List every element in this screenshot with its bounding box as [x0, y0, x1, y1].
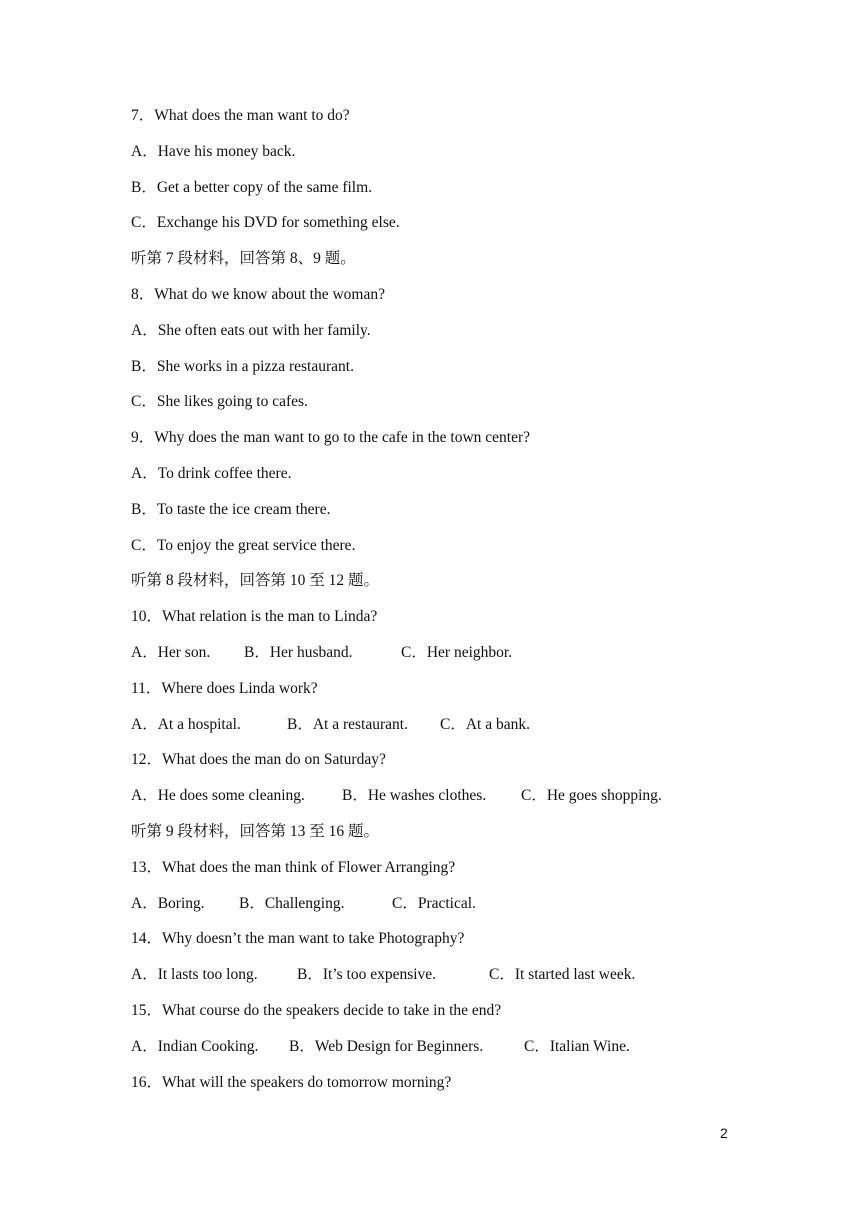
question-11: 11．Where does Linda work? — [131, 679, 318, 697]
q15-option-c: C．Italian Wine. — [524, 1037, 630, 1055]
section-instruction-7: 听第 7 段材料，回答第 8、9 题。 — [131, 250, 356, 268]
q14-option-c: C．It started last week. — [489, 966, 636, 984]
q12-options — [131, 785, 771, 821]
q12-option-a: A．He does some cleaning. — [131, 787, 305, 805]
q9-option-b: B．To taste the ice cream there. — [131, 500, 331, 518]
q8-option-c: C．She likes going to cafes. — [131, 393, 308, 411]
q7-option-c: C．Exchange his DVD for something else. — [131, 214, 400, 232]
q13-options — [131, 893, 771, 929]
page-number: 2 — [720, 1125, 728, 1141]
q10-option-b: B．Her husband. — [244, 643, 353, 661]
q11-option-b: B．At a restaurant. — [287, 715, 408, 733]
question-14: 14．Why doesn’t the man want to take Photography? — [131, 930, 465, 948]
question-10: 10．What relation is the man to Linda? — [131, 608, 378, 626]
q8-option-b: B．She works in a pizza restaurant. — [131, 357, 354, 375]
q13-option-a: A．Boring. — [131, 894, 205, 912]
q10-option-a: A．Her son. — [131, 643, 211, 661]
q13-option-b: B．Challenging. — [239, 894, 345, 912]
q11-option-a: A．At a hospital. — [131, 715, 241, 733]
q8-option-a: A．She often eats out with her family. — [131, 321, 371, 339]
q15-option-b: B．Web Design for Beginners. — [289, 1037, 484, 1055]
q11-options — [131, 714, 771, 750]
q10-options — [131, 642, 771, 678]
section-instruction-9: 听第 9 段材料，回答第 13 至 16 题。 — [131, 822, 380, 840]
question-9: 9．Why does the man want to go to the cafe in the town center? — [131, 429, 530, 447]
question-16: 16．What will the speakers do tomorrow morning? — [131, 1073, 452, 1091]
q14-options — [131, 964, 771, 1000]
section-instruction-8: 听第 8 段材料，回答第 10 至 12 题。 — [131, 572, 380, 590]
question-7: 7．What does the man want to do? — [131, 107, 350, 124]
q14-option-b: B．It’s too expensive. — [297, 966, 437, 984]
q15-option-a: A．Indian Cooking. — [131, 1037, 259, 1055]
q12-option-b: B．He washes clothes. — [342, 787, 487, 805]
q10-option-c: C．Her neighbor. — [401, 643, 513, 661]
q7-option-a: A．Have his money back. — [131, 142, 296, 160]
q9-option-c: C．To enjoy the great service there. — [131, 536, 356, 554]
question-list — [131, 105, 771, 1107]
q14-option-a: A．It lasts too long. — [131, 966, 258, 984]
q13-option-c: C．Practical. — [392, 894, 476, 912]
question-15: 15．What course do the speakers decide to take in the end? — [131, 1001, 502, 1019]
q7-option-b: B．Get a better copy of the same film. — [131, 178, 373, 196]
question-12: 12．What does the man do on Saturday? — [131, 751, 386, 769]
q15-options — [131, 1036, 771, 1072]
question-13: 13．What does the man think of Flower Arranging? — [131, 858, 456, 876]
q9-option-a: A．To drink coffee there. — [131, 464, 292, 482]
question-8: 8．What do we know about the woman? — [131, 285, 385, 303]
q11-option-c: C．At a bank. — [440, 715, 530, 733]
q12-option-c: C．He goes shopping. — [521, 787, 662, 805]
